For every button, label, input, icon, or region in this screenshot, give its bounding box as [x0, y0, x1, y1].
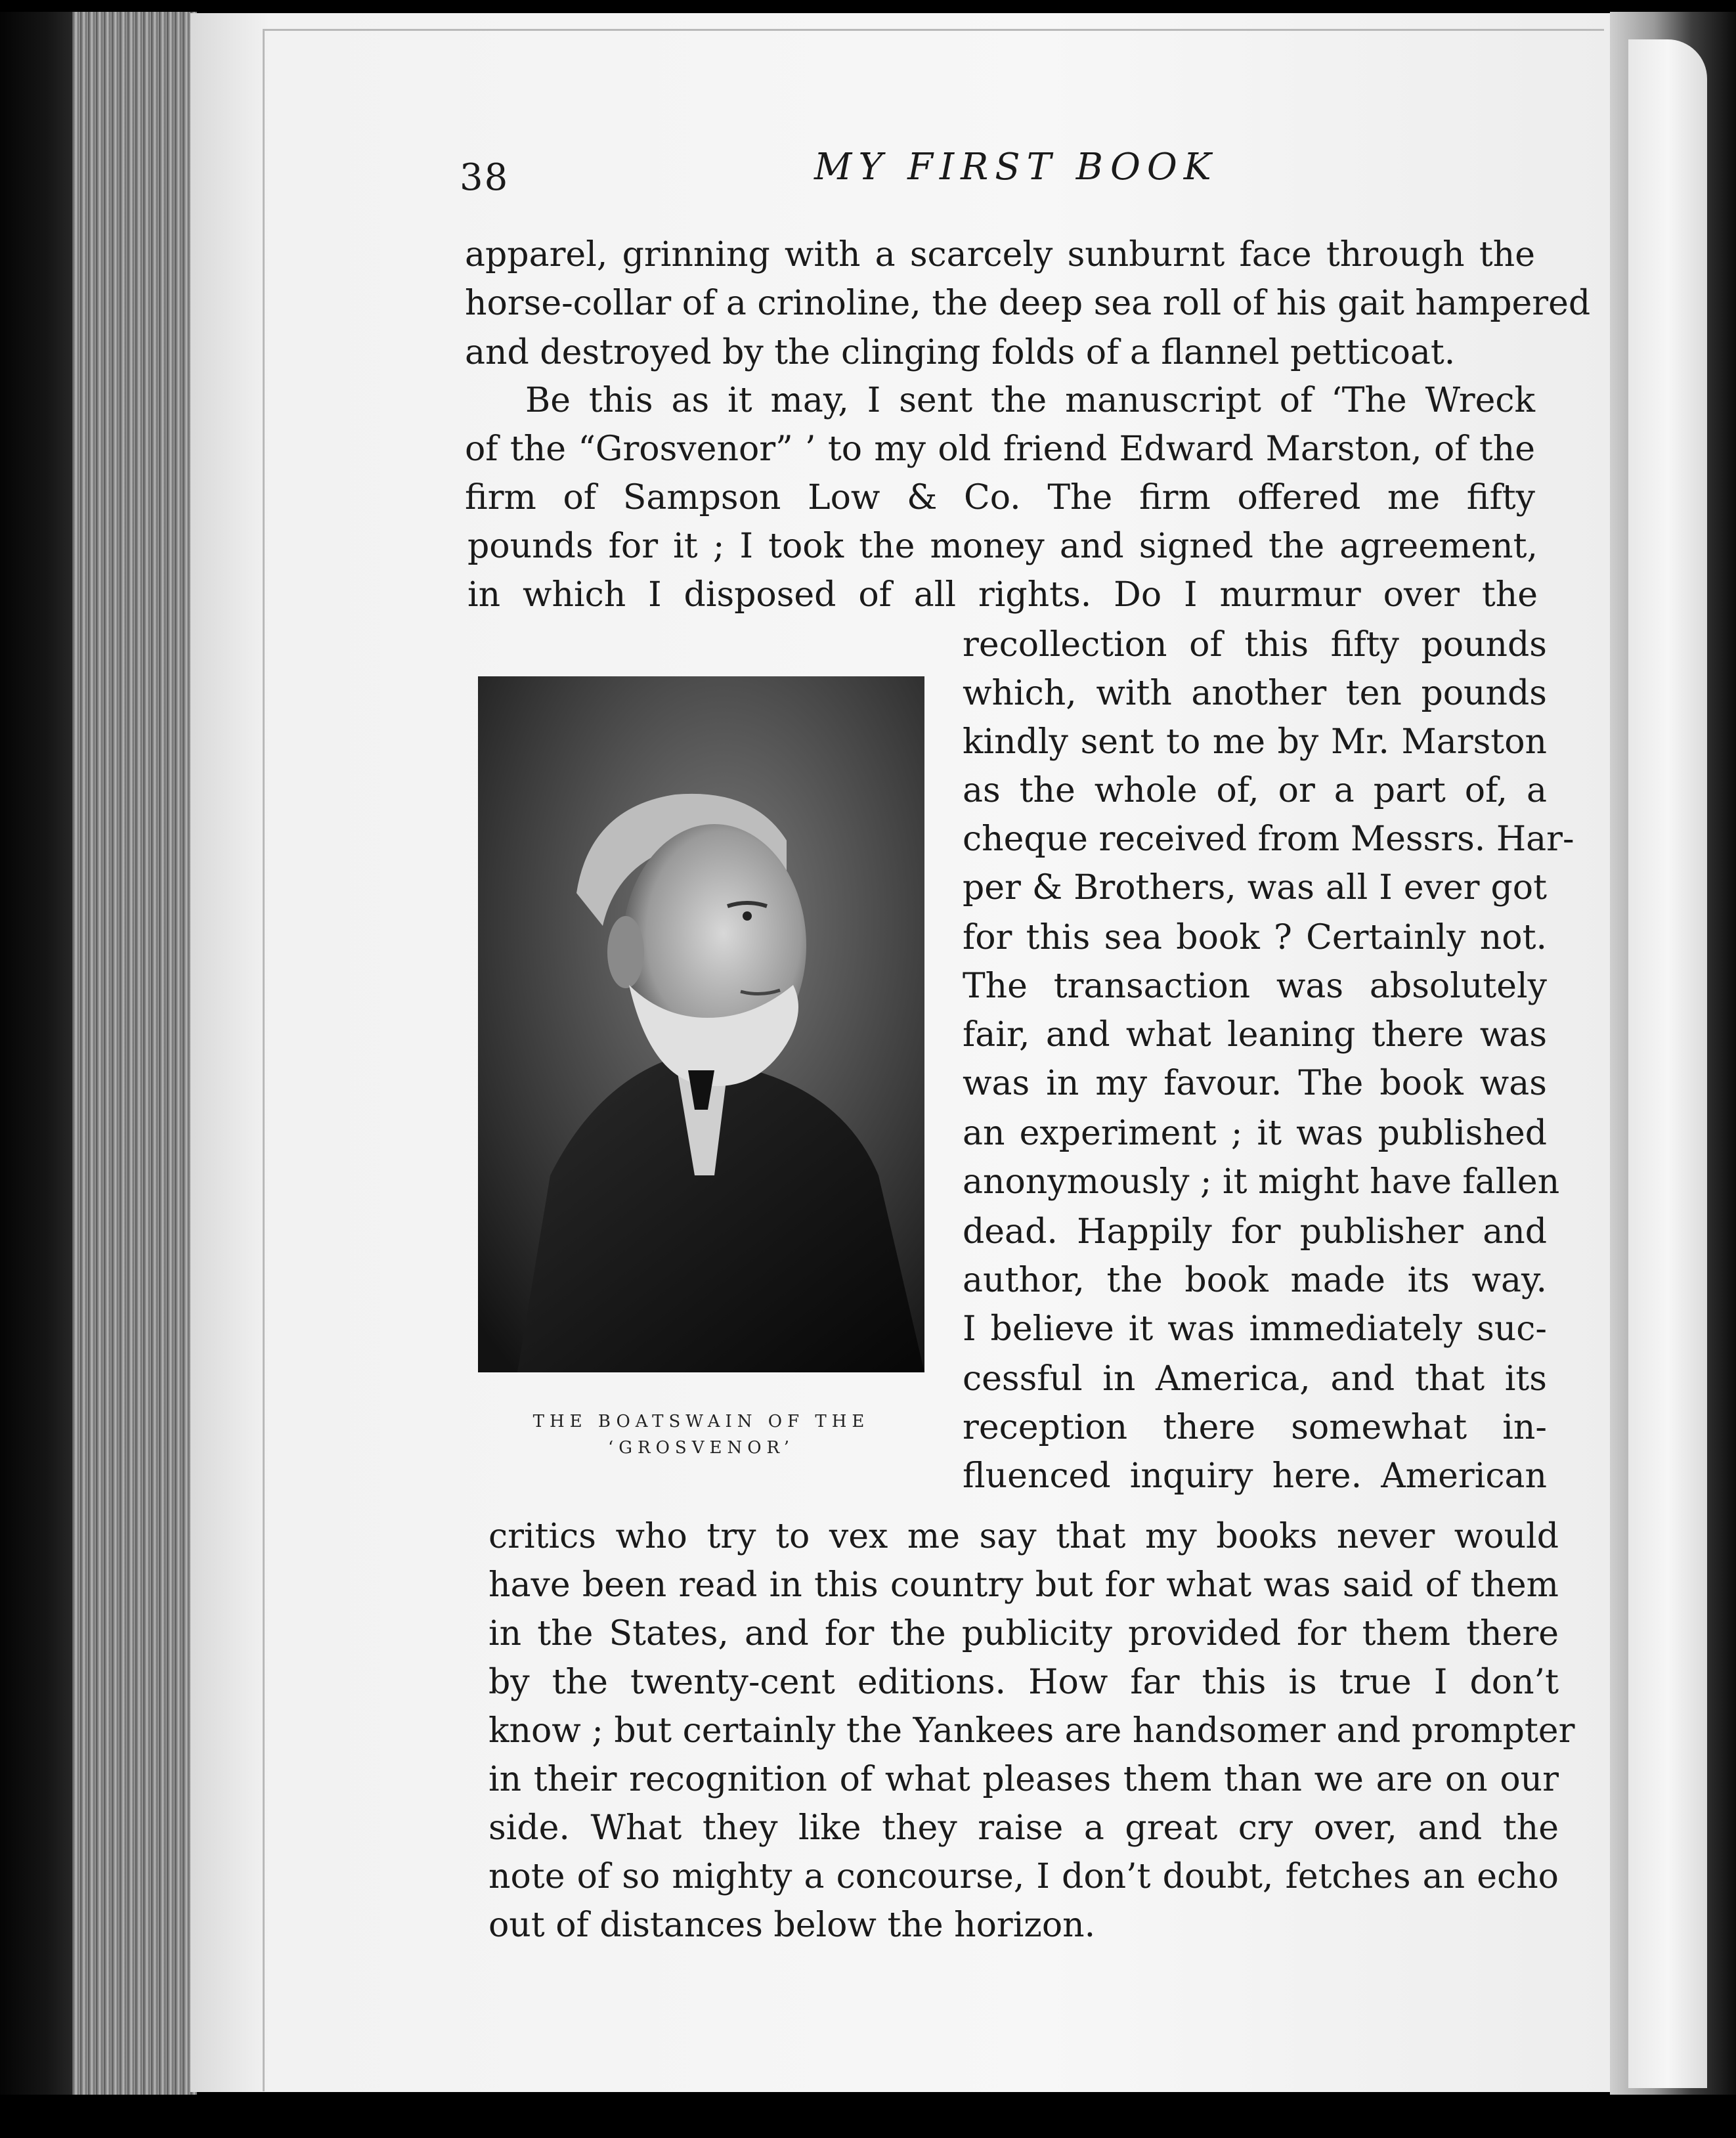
- text-line: horse-collar of a crinoline, the deep sea roll of his gait hampered: [465, 284, 1591, 323]
- text-line: know ; but certainly the Yankees are handsomer and prompter: [488, 1711, 1575, 1751]
- text-line: of the “Grosvenor” ’ to my old friend Edward Marston, of the: [465, 429, 1535, 469]
- text-line: have been read in this country but for what was said of them: [488, 1565, 1559, 1605]
- text-line: cheque received from Messrs. Har-: [963, 819, 1574, 859]
- figure-caption: ‘GROSVENOR’: [608, 1438, 794, 1458]
- text-line: critics who try to vex me say that my books never would: [488, 1517, 1559, 1556]
- page-edges: [72, 12, 197, 2100]
- text-line: an experiment ; it was published: [963, 1114, 1547, 1153]
- portrait-svg: [478, 676, 924, 1372]
- text-line: fluenced inquiry here. American: [963, 1456, 1547, 1496]
- portrait-photograph-icon: [478, 676, 924, 1372]
- text-line: which, with another ten pounds: [963, 674, 1547, 713]
- text-line: in which I disposed of all rights. Do I murmur over the: [467, 575, 1538, 615]
- text-line: I believe it was immediately suc-: [963, 1309, 1547, 1349]
- text-line: for this sea book ? Certainly not.: [963, 918, 1547, 957]
- running-title: MY FIRST BOOK: [814, 146, 1218, 188]
- scan-border-top: [0, 0, 1736, 12]
- text-line: author, the book made its way.: [963, 1261, 1547, 1300]
- text-line: firm of Sampson Low & Co. The firm offered me fifty: [465, 478, 1535, 517]
- text-line: by the twenty-cent editions. How far this is true I don’t: [488, 1663, 1559, 1702]
- right-page-edge: [1628, 39, 1707, 2088]
- text-line: reception there somewhat in-: [963, 1408, 1547, 1447]
- text-line: per & Brothers, was all I ever got: [963, 868, 1547, 907]
- figure-caption: THE BOATSWAIN OF THE: [532, 1412, 870, 1431]
- text-line: was in my favour. The book was: [963, 1064, 1547, 1103]
- text-line: anonymously ; it might have fallen: [963, 1162, 1560, 1202]
- text-line: Be this as it may, I sent the manuscript of ‘The Wreck: [525, 381, 1535, 420]
- text-line: note of so mighty a concourse, I don’t doubt, fetches an echo: [488, 1857, 1559, 1896]
- scan-border-bottom: [0, 2095, 1736, 2138]
- text-line: as the whole of, or a part of, a: [963, 771, 1547, 810]
- text-line: fair, and what leaning there was: [963, 1015, 1547, 1055]
- text-line: apparel, grinning with a scarcely sunburnt face through the: [465, 235, 1535, 274]
- text-line: kindly sent to me by Mr. Marston: [963, 722, 1547, 762]
- page-number: 38: [460, 156, 510, 199]
- text-line: dead. Happily for publisher and: [963, 1212, 1547, 1252]
- text-line: in their recognition of what pleases them than we are on our: [488, 1760, 1559, 1799]
- text-line: in the States, and for the publicity provided for them there: [488, 1614, 1559, 1653]
- text-line: The transaction was absolutely: [963, 967, 1547, 1006]
- text-line: and destroyed by the clinging folds of a flannel petticoat.: [465, 333, 1456, 372]
- text-line: recollection of this fifty pounds: [963, 625, 1547, 665]
- text-line: out of distances below the horizon.: [488, 1906, 1096, 1945]
- text-line: side. What they like they raise a great cry over, and the: [488, 1808, 1559, 1848]
- text-line: cessful in America, and that its: [963, 1359, 1547, 1399]
- book-spine: [0, 0, 79, 2138]
- text-line: pounds for it ; I took the money and signed the agreement,: [467, 527, 1538, 566]
